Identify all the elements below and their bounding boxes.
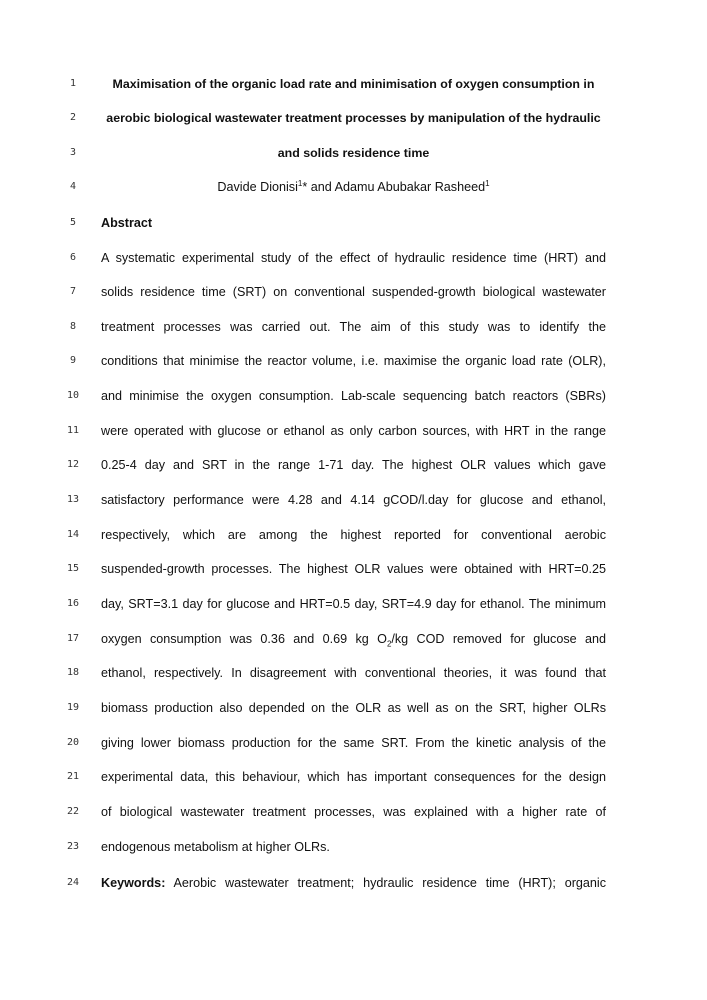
title-line-2: aerobic biological wastewater treatment processes by manipulation of the hydraulic bbox=[106, 111, 601, 125]
line-number: 2 bbox=[69, 112, 77, 123]
line-number: 8 bbox=[69, 321, 77, 332]
manuscript-line bbox=[0, 384, 707, 408]
corresponding-mark: * bbox=[302, 180, 308, 194]
affiliation-mark: 1 bbox=[297, 178, 303, 188]
abstract-heading: Abstract bbox=[101, 216, 153, 230]
abstract-line: treatment processes was carried out. The aim of this study was to identify the bbox=[101, 320, 606, 334]
abstract-line: conditions that minimise the reactor volume, i.e. maximise the organic load rate (OLR), bbox=[101, 354, 606, 368]
manuscript-line bbox=[0, 523, 707, 547]
line-number: 23 bbox=[66, 841, 80, 852]
manuscript-line bbox=[0, 246, 707, 270]
line-number: 9 bbox=[69, 355, 77, 366]
manuscript-line bbox=[0, 453, 707, 477]
line-number: 21 bbox=[66, 771, 80, 782]
line-number: 11 bbox=[66, 425, 80, 436]
manuscript-line bbox=[0, 661, 707, 685]
abstract-line: respectively, which are among the highest reported for conventional aerobic bbox=[101, 528, 606, 542]
line-number: 10 bbox=[66, 390, 80, 401]
line-number: 5 bbox=[69, 217, 77, 228]
line-number: 1 bbox=[69, 78, 77, 89]
abstract-line: satisfactory performance were 4.28 and 4.14 gCOD/l.day for glucose and ethanol, bbox=[101, 493, 606, 507]
title-line-3: and solids residence time bbox=[277, 146, 430, 160]
line-number: 22 bbox=[66, 806, 80, 817]
affiliation-mark: 1 bbox=[485, 178, 490, 188]
manuscript-line bbox=[0, 349, 707, 373]
manuscript-line bbox=[0, 835, 707, 859]
manuscript-line bbox=[0, 280, 707, 304]
abstract-line: were operated with glucose or ethanol as only carbon sources, with HRT in the range bbox=[101, 424, 606, 438]
line-number: 24 bbox=[66, 877, 80, 888]
manuscript-line bbox=[0, 419, 707, 443]
line-number: 3 bbox=[69, 147, 77, 158]
manuscript-line bbox=[0, 141, 707, 165]
author-separator: and bbox=[307, 180, 335, 194]
keywords-label: Keywords: bbox=[101, 876, 166, 890]
line-number: 20 bbox=[66, 737, 80, 748]
manuscript-line bbox=[0, 315, 707, 339]
author-name: Adamu Abubakar Rasheed bbox=[334, 180, 486, 194]
manuscript-line bbox=[0, 557, 707, 581]
abstract-line: day, SRT=3.1 day for glucose and HRT=0.5 day, SRT=4.9 day for ethanol. The minimum bbox=[101, 597, 606, 611]
abstract-line: ethanol, respectively. In disagreement with conventional theories, it was found that bbox=[101, 666, 606, 680]
title-line-1: Maximisation of the organic load rate and minimisation of oxygen consumption in bbox=[112, 77, 595, 91]
manuscript-line bbox=[0, 488, 707, 512]
line-number: 18 bbox=[66, 667, 80, 678]
manuscript-line bbox=[0, 871, 707, 895]
manuscript-line bbox=[0, 696, 707, 720]
line-number: 16 bbox=[66, 598, 80, 609]
abstract-line: endogenous metabolism at higher OLRs. bbox=[101, 840, 330, 854]
subscript: 2 bbox=[386, 639, 392, 649]
manuscript-line bbox=[0, 731, 707, 755]
abstract-line: of biological wastewater treatment processes, was explained with a higher rate of bbox=[101, 805, 606, 819]
manuscript-line bbox=[0, 592, 707, 616]
line-number: 17 bbox=[66, 633, 80, 644]
line-number: 12 bbox=[66, 459, 80, 470]
manuscript-line bbox=[0, 106, 707, 130]
line-number: 4 bbox=[69, 181, 77, 192]
abstract-line: A systematic experimental study of the effect of hydraulic residence time (HRT) and bbox=[101, 251, 606, 265]
abstract-line: giving lower biomass production for the same SRT. From the kinetic analysis of the bbox=[101, 736, 606, 750]
manuscript-line bbox=[0, 175, 707, 199]
line-number: 14 bbox=[66, 529, 80, 540]
line-number: 13 bbox=[66, 494, 80, 505]
line-number: 7 bbox=[69, 286, 77, 297]
abstract-line: biomass production also depended on the OLR as well as on the SRT, higher OLRs bbox=[101, 701, 606, 715]
line-number: 19 bbox=[66, 702, 80, 713]
abstract-line: oxygen consumption was 0.36 and 0.69 kg $O_2/kg$ COD removed for glucose and bbox=[101, 632, 606, 649]
manuscript-line bbox=[0, 765, 707, 789]
keywords-line bbox=[101, 871, 606, 895]
abstract-line: 0.25-4 day and SRT in the range 1-71 day. The highest OLR values which gave bbox=[101, 458, 606, 472]
line-number: 6 bbox=[69, 252, 77, 263]
line-number: 15 bbox=[66, 563, 80, 574]
abstract-line: solids residence time (SRT) on conventional suspended-growth biological wastewater bbox=[101, 285, 606, 299]
manuscript-line bbox=[0, 800, 707, 824]
author-name: Davide Dionisi bbox=[217, 180, 298, 194]
abstract-line: experimental data, this behaviour, which has important consequences for the design bbox=[101, 770, 606, 784]
abstract-line: suspended-growth processes. The highest OLR values were obtained with HRT=0.25 bbox=[101, 562, 606, 576]
manuscript-line bbox=[0, 72, 707, 96]
manuscript-line bbox=[0, 627, 707, 651]
manuscript-line bbox=[0, 211, 707, 235]
author-list bbox=[101, 175, 606, 199]
abstract-line: and minimise the oxygen consumption. Lab-scale sequencing batch reactors (SBRs) bbox=[101, 389, 606, 403]
keywords-text: Aerobic wastewater treatment; hydraulic residence time (HRT); organic bbox=[165, 876, 606, 890]
